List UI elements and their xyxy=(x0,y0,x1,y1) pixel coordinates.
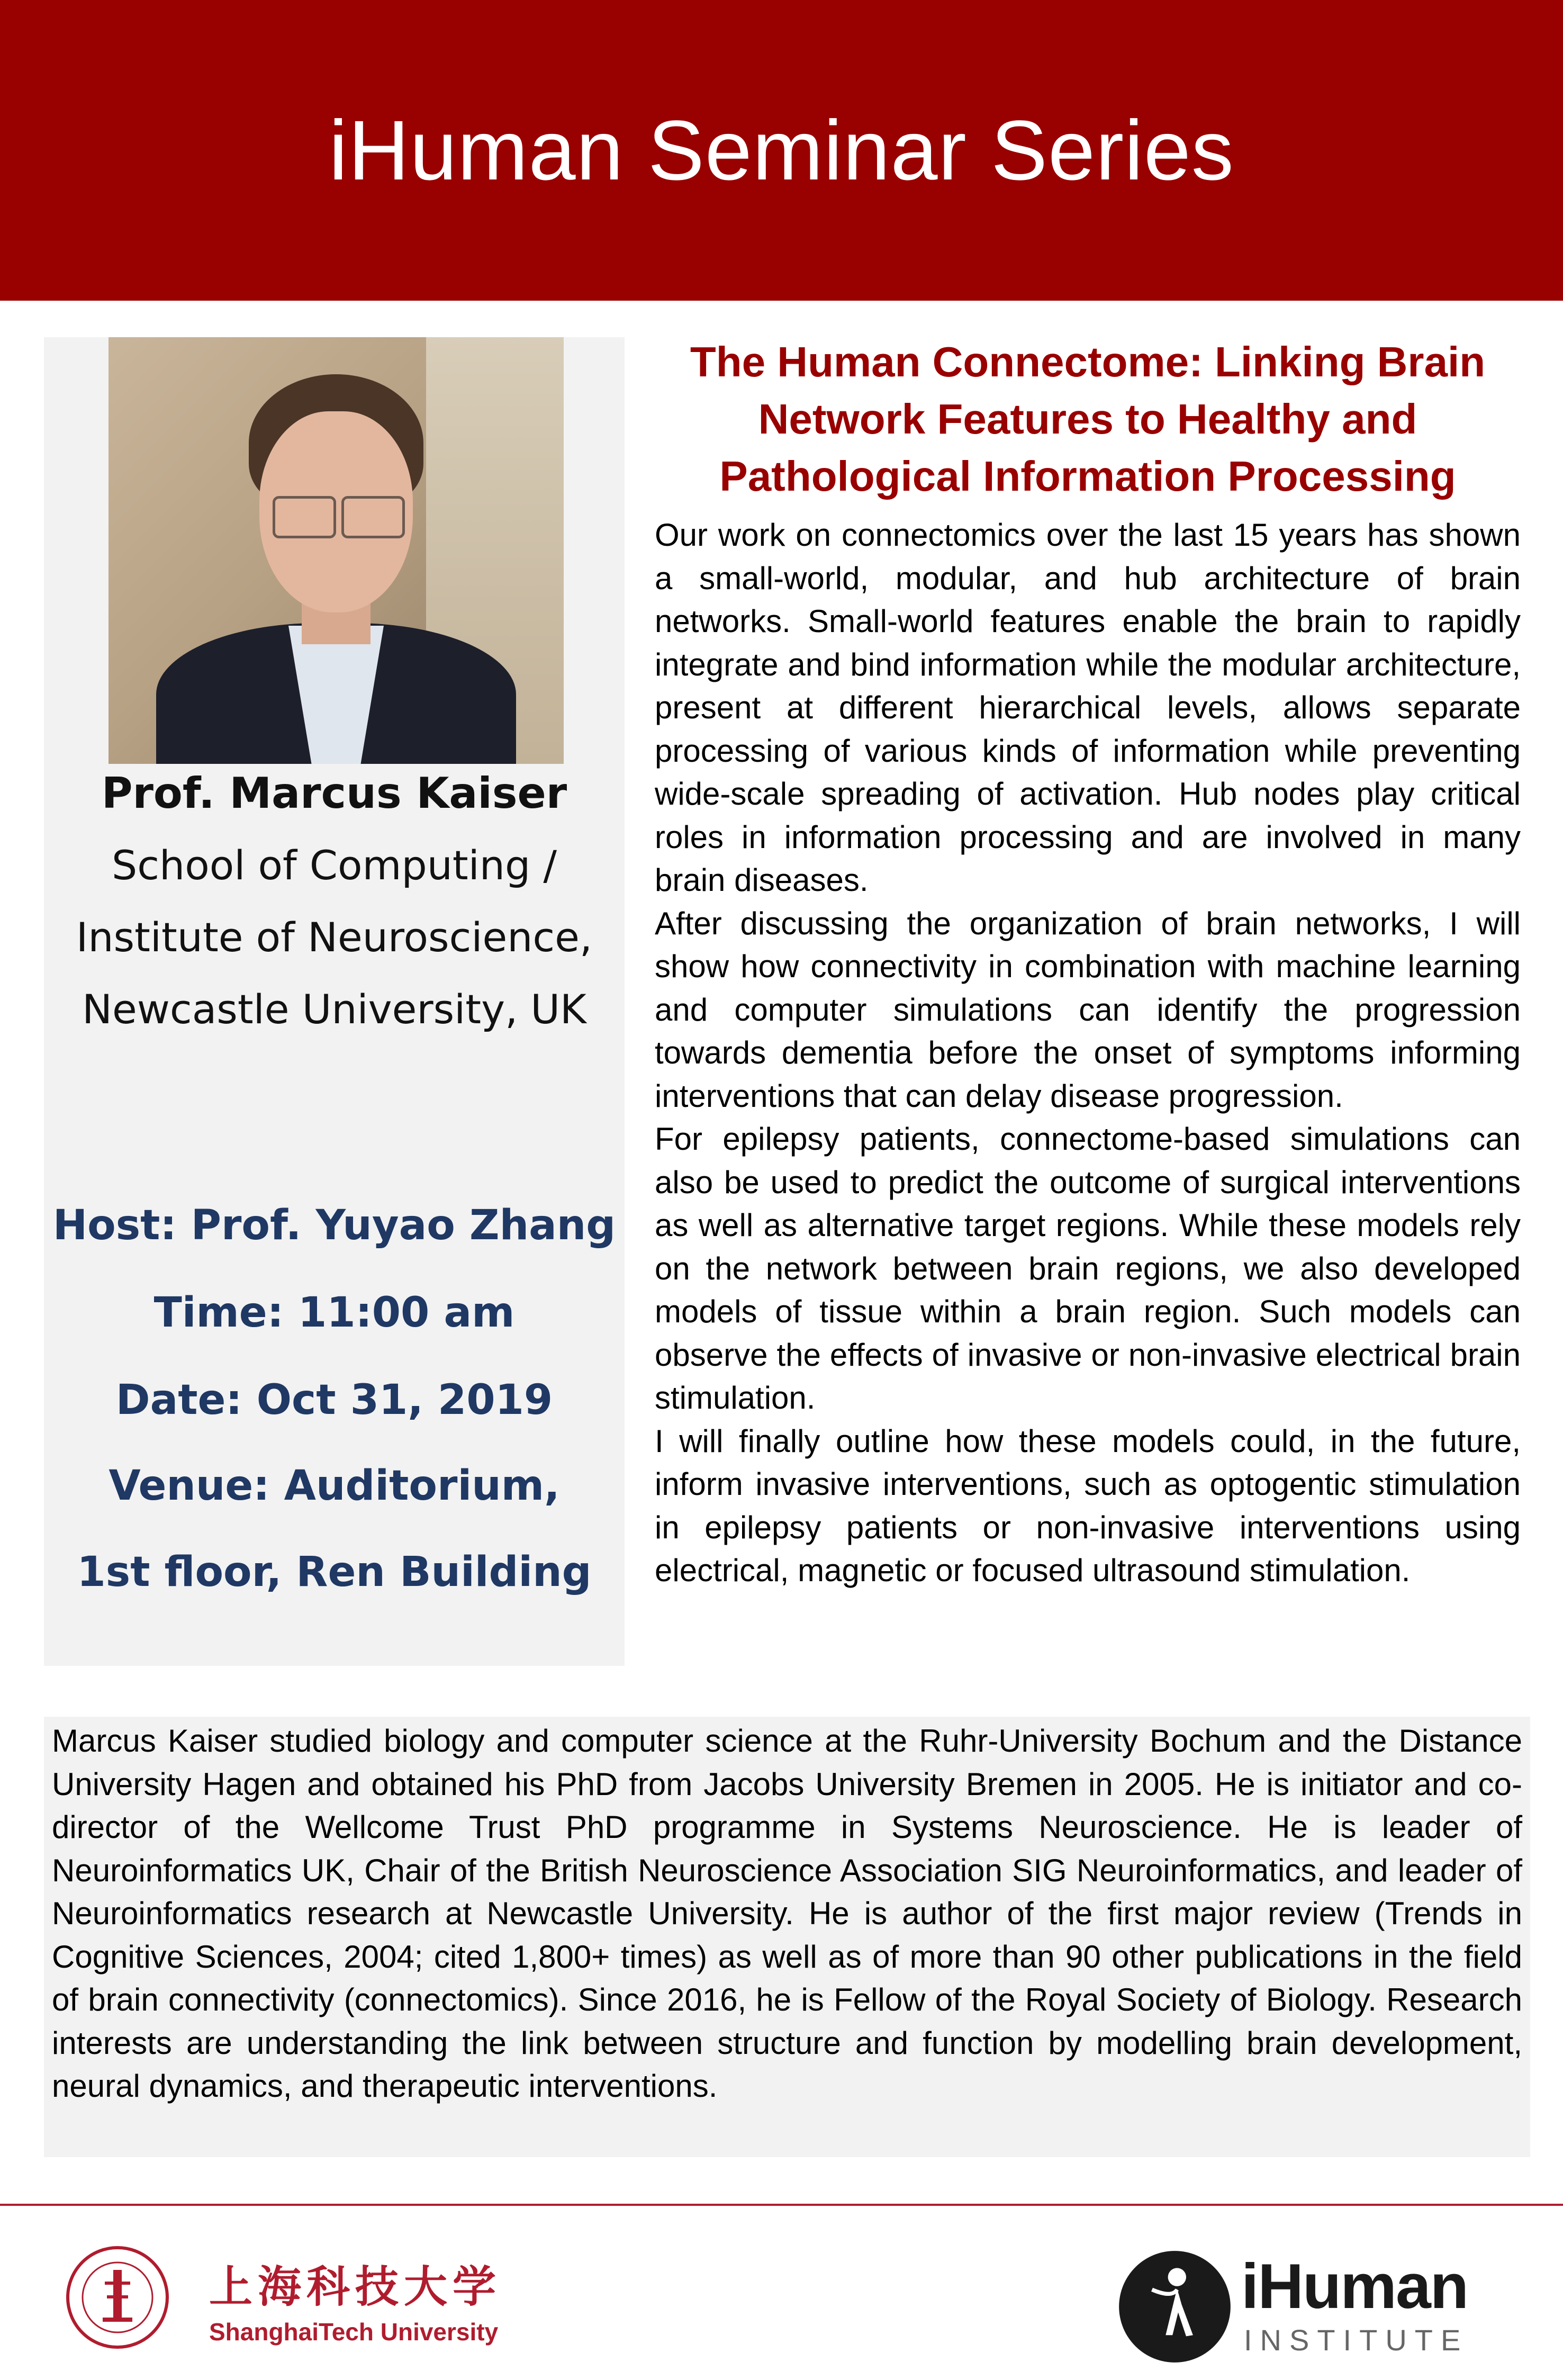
speaker-affiliation-line: Newcastle University, UK xyxy=(82,986,586,1033)
abstract-paragraph: I will finally outline how these models could, in the future, inform invasive interventions, such as optogentic stimulation in epilepsy patients or non-invasive interventions using electrical, magnetic or focused ultrasound stimulation. xyxy=(655,1423,1521,1588)
ihuman-figure-icon xyxy=(1118,2250,1232,2364)
ihuman-institute-text: INSTITUTE xyxy=(1244,2323,1469,2357)
speaker-photo xyxy=(109,337,564,764)
speaker-name: Prof. Marcus Kaiser xyxy=(101,769,567,818)
page-title: iHuman Seminar Series xyxy=(329,103,1234,197)
venue-info: Venue: Auditorium, xyxy=(109,1462,560,1510)
abstract-paragraph: Our work on connectomics over the last 15 years has shown a small-world, modular, and hub architecture of brain networks. Small-world features enable the brain to rapidly integrate and bind information while the modular architecture, present at different hierarchical levels, allows separate processing of various kinds of information while preventing wide-scale spreading of activation. Hub nodes play critical roles in information processing and are involved in many brain diseases. xyxy=(655,517,1521,898)
time-info: Time: 11:00 am xyxy=(153,1289,515,1337)
talk-title: The Human Connectome: Linking Brain Network Features to Healthy and Pathological Information Processing xyxy=(690,338,1486,500)
abstract-paragraph: After discussing the organization of brain networks, I will show how connectivity in combination with machine learning and computer simulations can identify the progression towards dementia before the onset of symptoms informing interventions that can delay disease progression. xyxy=(655,905,1521,1114)
ihuman-logo-text: iHuman xyxy=(1241,2251,1468,2322)
host-info: Host: Prof. Yuyao Zhang xyxy=(52,1202,616,1249)
shanghaitech-name-en: ShanghaiTech University xyxy=(209,2318,499,2346)
speaker-bio: Marcus Kaiser studied biology and computer science at the Ruhr-University Bochum and the Distance University Hagen and obtained his PhD from Jacobs University Bremen in 2005. He is initiator and co-director of the Wellcome Trust PhD programme in Systems Neuroscience. He is leader of Neuroinformatics UK, Chair of the British Neuroscience Association SIG Neuroinformatics, and leader of Neuroinformatics research at Newcastle University. He is author of the first major review (Trends in Cognitive Sciences, 2004; cited 1,800+ times) as well as of more than 90 other publications in the field of brain connectivity (connectomics). Since 2016, he is Fellow of the Royal Society of Biology. Research interests are understanding the link between structure and function by modelling brain development, neural dynamics, and therapeutic interventions. xyxy=(52,1723,1522,2104)
date-info: Date: Oct 31, 2019 xyxy=(115,1376,553,1424)
shanghaitech-seal-icon xyxy=(65,2244,170,2350)
talk-abstract xyxy=(655,513,1521,1592)
speaker-affiliation-line: School of Computing / xyxy=(112,842,557,889)
shanghaitech-name-cn: 上海科技大学 xyxy=(209,2261,502,2312)
speaker-affiliation-line: Institute of Neuroscience, xyxy=(76,914,593,961)
footer-divider xyxy=(0,2204,1563,2206)
venue-info-floor: 1st floor, Ren Building xyxy=(77,1548,592,1596)
abstract-paragraph: For epilepsy patients, connectome-based simulations can also be used to predict the outcome of surgical interventions as well as alternative target regions. While these models rely on the network between brain regions, we also developed models of tissue within a brain region. Such models can observe the effects of invasive or non-invasive electrical brain stimulation. xyxy=(655,1121,1521,1416)
